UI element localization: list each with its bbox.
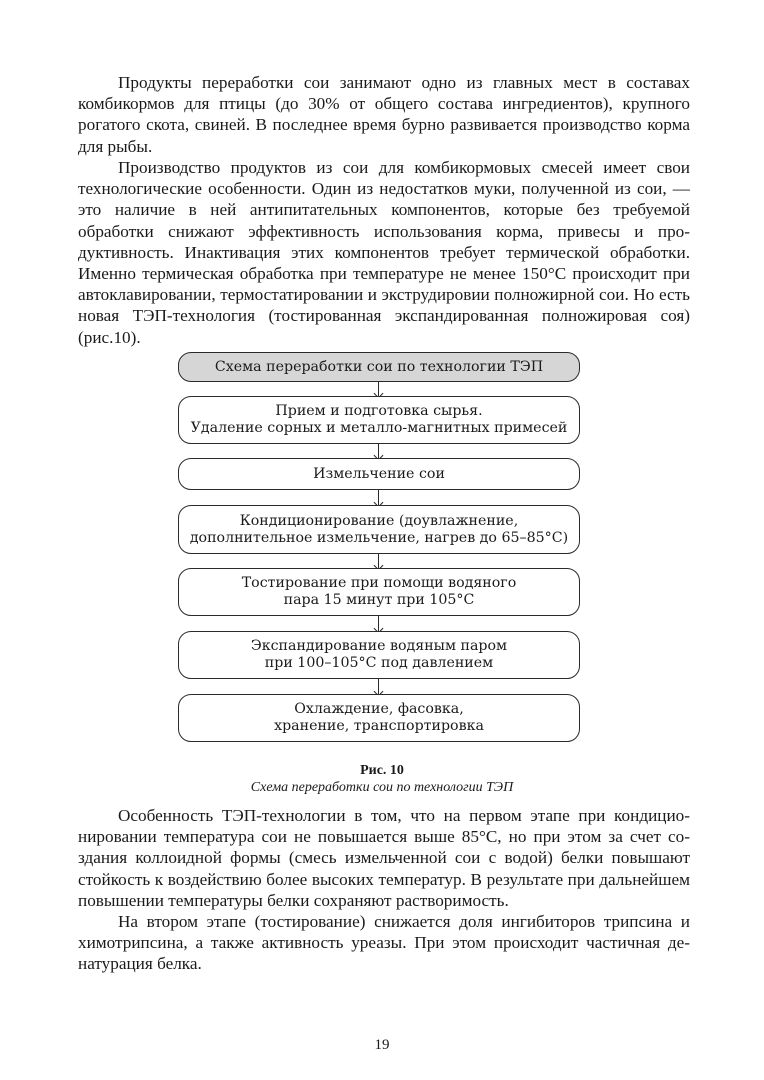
paragraph-second-stage: На втором этапе (тостирование) снижается доля ингибиторов трипсина и химотрипсина, а также активность уреазы. При этом происходит частичная денатурация белка. xyxy=(78,912,690,974)
step-text-line2: хранение, транспортировка xyxy=(274,718,484,734)
flowchart-step-expanding xyxy=(178,631,580,679)
step-text-line1: Охлаждение, фасовка, xyxy=(294,701,464,717)
step-text-line1: Прием и подготовка сырья. xyxy=(275,403,483,419)
flowchart-step-conditioning xyxy=(178,505,580,554)
step-text-line1: Кондиционирование (доувлажнение, xyxy=(239,512,519,529)
arrow-down-icon xyxy=(378,444,379,458)
step-text-line1: Тостирование при помощи водяного xyxy=(241,575,517,591)
figure-caption: Схема переработки сои по технологии ТЭП xyxy=(250,780,514,795)
step-text-line1: Экспандирование водяным паром xyxy=(250,638,508,654)
arrow-down-icon xyxy=(378,679,379,694)
arrow-down-icon xyxy=(378,382,379,396)
flowchart-step-toasting xyxy=(178,568,580,616)
flowchart-step-grinding xyxy=(178,458,580,490)
flowchart-step-intake xyxy=(178,396,580,444)
arrow-down-icon xyxy=(378,490,379,505)
step-text-line1: Измельчение сои xyxy=(313,465,445,482)
paragraph-tep-feature: Особенность ТЭП-технологии в том, что на первом этапе при кондиционировании температура сои не повышается выше 85°С, но при этом за счет создания коллоидной формы (смесь измельченной сои с водой) белки повышают стойкость к воздействию более высоких температур. В результате при дальнейшем повышении температуры белки сохраняют растворимость. xyxy=(78,806,690,910)
step-text-line2: дополнительное измельчение, нагрев до 65–85°С) xyxy=(189,529,569,546)
paragraph-production-features: Производство продуктов из сои для комбикормовых смесей имеет свои технологические особенности. Один из недостатков муки, полученной из сои, — это наличие в ней антипитательных компонентов, которые без требуемой обработки снижают эффективность использования корма, привесы и продуктивность. Инактивация этих компонентов требует термической обработки. Именно термическая обработка при температуре не менее 150°С происходит при автоклавировании, термостатировании и экструдировии полножирной сои. Но есть новая ТЭП-технология (тостированная экспандированная полножировая соя) (рис.10). xyxy=(78,158,690,347)
figure-label: Рис. 10 xyxy=(360,763,404,778)
paragraph-soy-products: Продукты переработки сои занимают одно из главных мест в составах комбикормов для птицы (до 30% от общего состава ингредиентов), крупного рогатого скота, свиней. В последнее время бурно развивается производство корма для рыбы. xyxy=(78,73,690,156)
flowchart-step-cooling xyxy=(178,694,580,742)
arrow-down-icon xyxy=(378,554,379,568)
page-number: 19 xyxy=(374,1037,390,1053)
step-text-line2: Удаление сорных и металло-магнитных примесей xyxy=(190,420,568,436)
flowchart-header-text: Схема переработки сои по технологии ТЭП xyxy=(214,358,544,375)
flowchart-header-box xyxy=(178,352,580,382)
arrow-down-icon xyxy=(378,616,379,631)
step-text-line2: пара 15 минут при 105°С xyxy=(283,592,475,608)
step-text-line2: при 100–105°С под давлением xyxy=(264,655,494,671)
